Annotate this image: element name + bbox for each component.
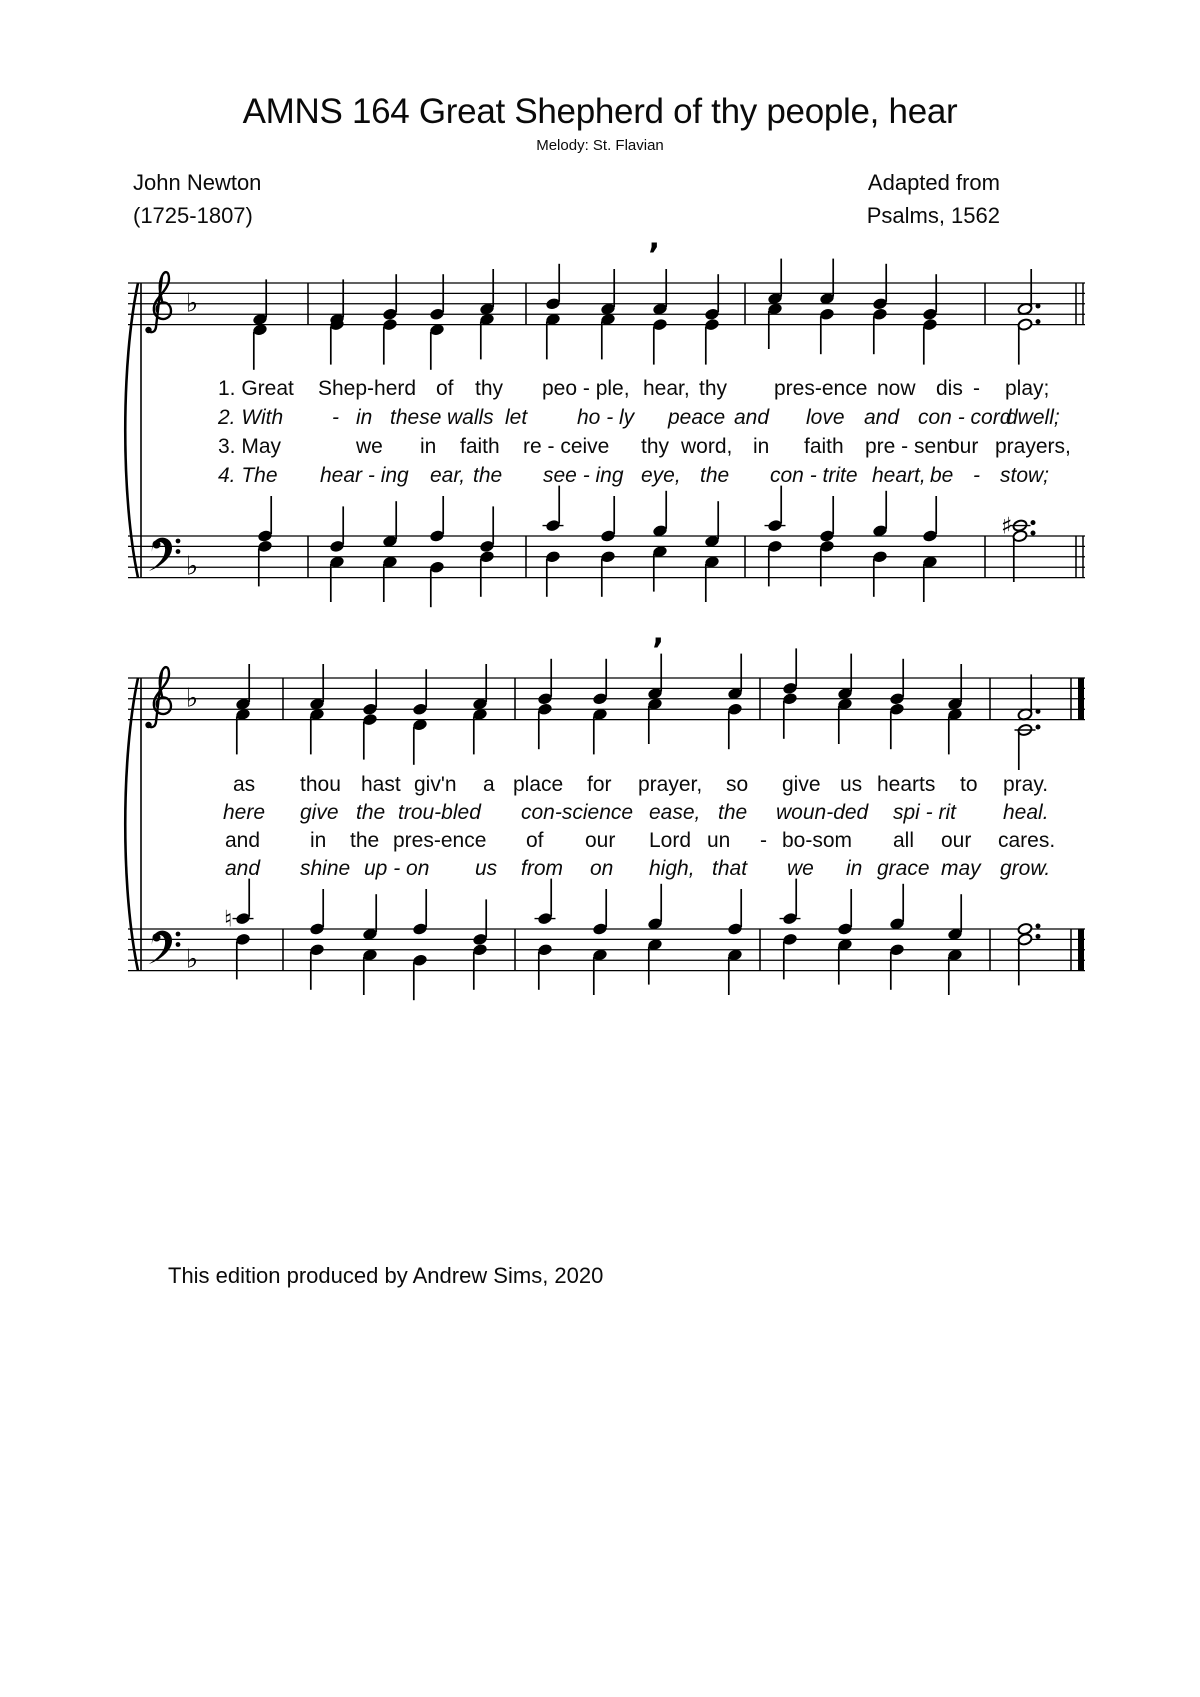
lyric-syllable: hear, [643,377,690,400]
lyric-syllable: be [930,464,954,487]
lyric-syllable: thy [699,377,728,400]
lyric-syllable: spi - rit [893,801,956,824]
lyric-syllable: - [332,406,339,429]
lyric-syllable: - [973,464,980,487]
author-name: John Newton [133,170,262,195]
lyric-syllable: prayers, [995,435,1071,458]
lyric-syllable: stow; [1000,464,1050,487]
lyric-syllable: play; [1005,377,1050,400]
lyric-syllable: of [436,377,454,400]
lyric-syllable: hast [361,773,401,796]
lyric-syllable: walls [447,406,494,429]
lyric-syllable: - [760,829,767,852]
lyric-syllable: give [782,773,821,796]
breath-mark: ’ [648,236,661,274]
lyric-syllable: giv'n [414,773,457,796]
lyric-syllable: prayer, [638,773,703,796]
lyric-syllable: we [356,435,383,458]
lyric-syllable: con - cord [918,406,1012,429]
lyric-syllable: bo-som [782,829,853,852]
lyric-syllable: to [960,773,978,796]
lyric-syllable: for [587,773,612,796]
lyric-syllable: so [726,773,749,796]
source-line2: Psalms, 1562 [866,203,1000,228]
lyric-syllable: con-science [521,801,634,824]
lyric-syllable: pray. [1003,773,1049,796]
lyric-syllable: trou-bled [398,801,481,824]
lyric-syllable: con - trite [770,464,858,487]
lyric-syllable: faith [804,435,844,458]
lyric-syllable: of [526,829,544,852]
lyric-syllable: our [585,829,616,852]
lyric-syllable: hear - ing [320,464,409,487]
lyric-syllable: word, [681,435,733,458]
lyric-syllable: dwell; [1006,406,1060,429]
lyric-syllable: Shep-herd [318,377,417,400]
key-signature-flat: ♭ [185,944,199,975]
lyric-syllable: ear, [430,464,466,487]
lyric-syllable: all [893,829,915,852]
lyric-syllable: may [941,857,981,880]
lyric-syllable: the [473,464,503,487]
lyric-syllable: and [734,406,770,429]
lyric-syllable: the [700,464,730,487]
lyric-syllable: peace [668,406,726,429]
lyric-syllable: - [973,377,980,400]
lyric-syllable: us [475,857,498,880]
lyric-syllable: dis [936,377,963,400]
lyric-syllable: 2. With [218,406,284,429]
lyric-syllable: the [718,801,748,824]
lyric-syllable: grace [877,857,930,880]
lyric-syllable: woun-ded [776,801,869,824]
lyric-syllable: and [225,829,261,852]
lyric-syllable: up - on [364,857,430,880]
lyric-syllable: see - ing [543,464,624,487]
key-signature-flat: ♭ [185,551,199,582]
lyric-syllable: on [590,857,614,880]
lyric-syllable: grow. [1000,857,1051,880]
lyric-syllable: in [846,857,863,880]
lyric-syllable: in [310,829,327,852]
lyric-syllable: peo - ple, [542,377,630,400]
key-signature-flat: ♭ [185,288,199,319]
lyric-syllable: place [513,773,564,796]
lyric-syllable: and [864,406,900,429]
author-dates: (1725-1807) [133,203,253,228]
accidental: ♯ [1001,513,1013,540]
lyric-syllable: the [356,801,386,824]
lyric-syllable: we [787,857,814,880]
lyric-syllable: in [356,406,373,429]
lyric-syllable: these [390,406,442,429]
melody-subtitle: Melody: St. Flavian [536,137,664,154]
lyric-syllable: heart, [872,464,926,487]
lyric-syllable: that [712,857,748,880]
lyric-syllable: pre - sent [865,435,954,458]
breath-mark: ’ [652,631,665,669]
lyric-syllable: us [840,773,863,796]
lyric-syllable: give [300,801,339,824]
lyric-syllable: 1. Great [218,377,294,400]
lyric-syllable: 4. The [218,464,278,487]
lyric-syllable: un [707,829,731,852]
lyric-syllable: faith [460,435,500,458]
lyric-syllable: our [948,435,979,458]
lyric-syllable: here [223,801,266,824]
page-title: AMNS 164 Great Shepherd of thy people, hear [242,92,958,131]
accidental: ♮ [224,906,233,933]
lyric-syllable: as [233,773,256,796]
lyric-syllable: a [483,773,495,796]
lyric-syllable: eye, [641,464,681,487]
lyric-syllable: love [806,406,845,429]
source-line1: Adapted from [867,170,1000,195]
lyric-syllable: Lord [649,829,692,852]
lyric-syllable: ho - ly [577,406,635,429]
lyric-syllable: pres-ence [393,829,487,852]
lyric-syllable: the [350,829,380,852]
lyric-syllable: re - ceive [523,435,610,458]
lyric-syllable: pres-ence [774,377,868,400]
lyric-syllable: our [941,829,972,852]
lyric-syllable: from [521,857,563,880]
lyric-syllable: high, [649,857,695,880]
lyric-syllable: thy [475,377,504,400]
lyric-syllable: 3. May [218,435,282,458]
lyric-syllable: let [505,406,528,429]
lyric-syllable: ease, [649,801,701,824]
edition-note: This edition produced by Andrew Sims, 2020 [168,1263,604,1288]
lyric-syllable: now [877,377,916,400]
lyric-syllable: thou [300,773,341,796]
lyric-syllable: heal. [1003,801,1049,824]
lyric-syllable: and [225,857,261,880]
lyric-syllable: thy [641,435,670,458]
lyric-syllable: in [420,435,437,458]
lyric-syllable: shine [300,857,351,880]
lyric-syllable: hearts [877,773,936,796]
lyric-syllable: in [753,435,770,458]
lyric-syllable: cares. [998,829,1056,852]
key-signature-flat: ♭ [185,683,199,714]
